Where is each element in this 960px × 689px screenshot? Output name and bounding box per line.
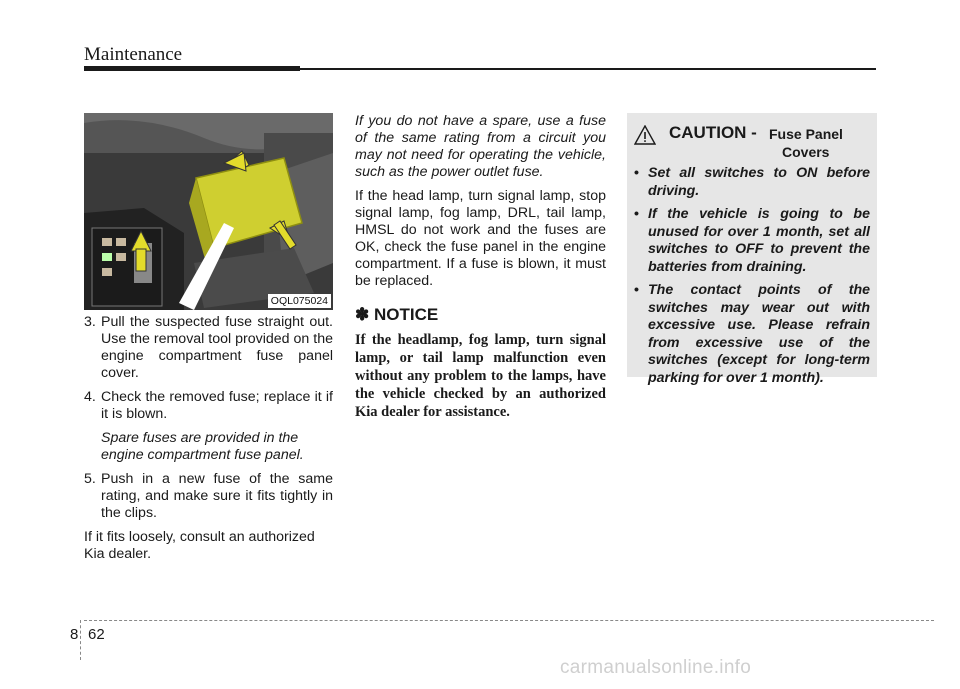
step-number: 4. bbox=[84, 389, 96, 405]
engine-photo-illustration bbox=[84, 113, 333, 310]
notice-body: If the headlamp, fog lamp, turn signal lamp, or tail lamp malfunction even without any problem to the lamps, have the vehicle checked by an authorized Kia dealer for assistance. bbox=[355, 332, 606, 420]
step-text: Push in a new fuse of the same rating, and make sure it fits tightly in the clips. bbox=[101, 471, 333, 521]
footer-divider bbox=[80, 620, 81, 660]
spare-fuse-note: Spare fuses are provided in the engine compartment fuse panel. bbox=[101, 430, 304, 463]
caution-item-text: If the vehicle is going to be unused for over 1 month, set all switches to OFF to prevent the batteries from draining. bbox=[648, 206, 870, 275]
page-number: 62 bbox=[88, 626, 105, 643]
caution-label: CAUTION - bbox=[669, 123, 757, 142]
step-4 bbox=[84, 389, 333, 423]
figure-caption: OQL075024 bbox=[268, 294, 331, 308]
bullet-icon: • bbox=[634, 165, 639, 181]
engine-compartment-photo bbox=[84, 113, 333, 310]
step-3 bbox=[84, 314, 333, 382]
consult-dealer-paragraph: If it fits loosely, consult an authorized Kia dealer. bbox=[84, 529, 315, 562]
caution-item-text: Set all switches to ON before driving. bbox=[648, 165, 870, 199]
chapter-number: 8 bbox=[70, 626, 79, 643]
lamp-check-paragraph: If the head lamp, turn signal lamp, stop signal lamp, fog lamp, DRL, tail lamp, HMSL do not work and the fuses are OK, check the fuse panel in the engine compartment. If a fuse is blown, it must be replaced. bbox=[355, 188, 606, 289]
step-5 bbox=[84, 471, 333, 522]
step-number: 3. bbox=[84, 314, 96, 330]
no-spare-paragraph: If you do not have a spare, use a fuse of the same rating from a circuit you may not need for operating the vehicle, such as the power outlet fuse. bbox=[355, 113, 606, 180]
step-text: Check the removed fuse; replace it if it is blown. bbox=[101, 389, 333, 422]
caution-item bbox=[634, 282, 870, 387]
header-rule-thin bbox=[300, 68, 876, 70]
column-1 bbox=[84, 314, 333, 563]
notice-title: ✽ NOTICE bbox=[355, 305, 439, 324]
page-title: Maintenance bbox=[84, 44, 183, 65]
step-number: 5. bbox=[84, 471, 96, 487]
watermark: carmanualsonline.info bbox=[560, 657, 752, 678]
caution-item bbox=[634, 206, 870, 276]
step-text: Pull the suspected fuse straight out. Use the removal tool provided on the engine compartment fuse panel cover. bbox=[101, 314, 333, 381]
header-rule-thick bbox=[84, 66, 300, 71]
caution-box bbox=[627, 113, 877, 386]
column-2 bbox=[355, 113, 606, 421]
bullet-icon: • bbox=[634, 282, 639, 298]
caution-list bbox=[634, 165, 870, 393]
warning-triangle-icon bbox=[634, 125, 656, 145]
caution-item bbox=[634, 165, 870, 200]
caution-item-text: The contact points of the switches may wear out with excessive use. Please refrain from excessive use of the switches (except for long-term parking for over 1 month). bbox=[648, 282, 870, 386]
caution-subtitle-line2: Covers bbox=[782, 144, 830, 160]
bullet-icon: • bbox=[634, 206, 639, 222]
footer-rule bbox=[84, 620, 934, 621]
caution-subtitle-line1: Fuse Panel bbox=[769, 126, 843, 142]
